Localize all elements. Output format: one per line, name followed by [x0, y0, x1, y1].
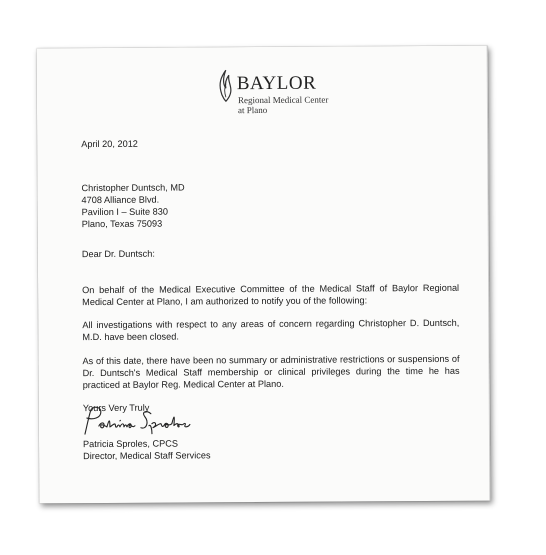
address-line: Christopher Duntsch, MD — [81, 182, 185, 194]
recipient-address — [81, 181, 184, 230]
closing: Yours Very Truly — [82, 402, 150, 414]
logo-subtitle-line2: at Plano — [237, 104, 268, 116]
body-paragraph: As of this date, there have been no summary or administrative restrictions or suspensions of Dr. Duntsch's Medical Staff membership or clinical privileges during the time he has practiced at Baylor Reg. Medical Center at Plano. — [82, 353, 460, 391]
body-paragraph: On behalf of the Medical Executive Committee of the Medical Staff of Baylor Regional Medical Center at Plano, I am authorized to notify you of the following: — [82, 282, 460, 308]
logo-wordmark: BAYLOR — [236, 72, 317, 95]
address-line: Plano, Texas 75093 — [81, 218, 163, 230]
flame-icon — [217, 69, 235, 103]
handwritten-signature — [79, 399, 209, 440]
body-paragraph: All investigations with respect to any areas of concern regarding Christopher D. Duntsch, M.D. have been closed. — [82, 317, 460, 343]
baylor-logo — [217, 68, 367, 129]
address-line: 4708 Alliance Blvd. — [81, 194, 160, 206]
address-line: Pavilion I – Suite 830 — [81, 206, 168, 218]
logo-subtitle-line1: Regional Medical Center — [237, 94, 329, 106]
signer-name: Patricia Sproles, CPCS — [83, 438, 179, 450]
salutation: Dear Dr. Duntsch: — [81, 248, 155, 260]
letter-date: April 20, 2012 — [81, 138, 138, 150]
letter-page — [37, 46, 491, 504]
signer-title: Director, Medical Staff Services — [83, 450, 211, 462]
